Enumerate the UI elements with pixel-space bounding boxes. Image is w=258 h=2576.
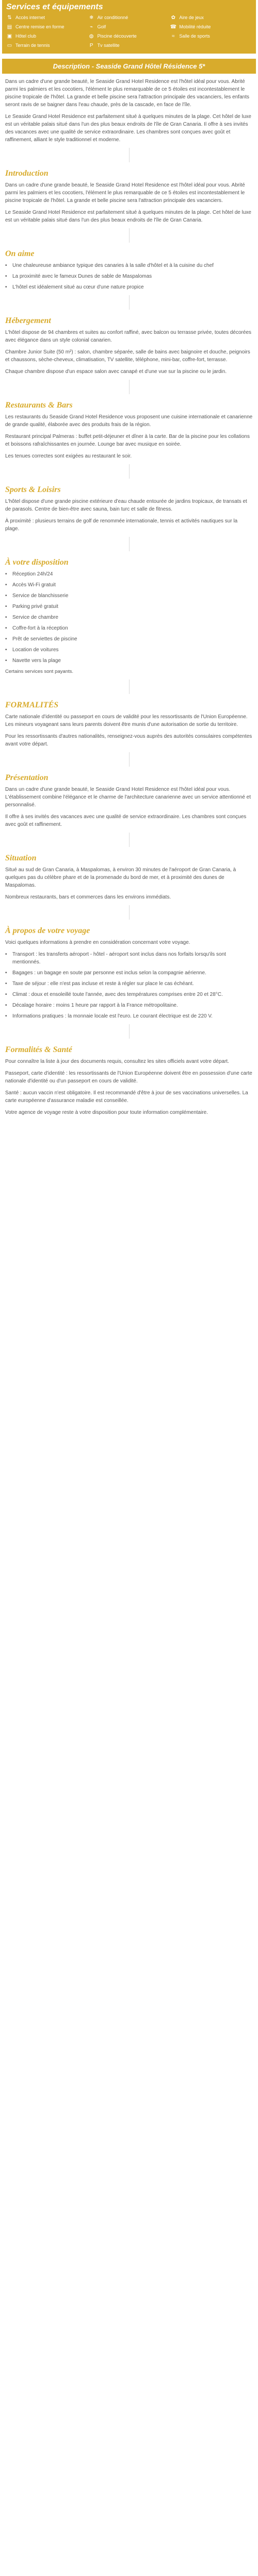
list-item-text: Service de blanchisserie [12,593,69,599]
list-item [5,570,253,578]
section-paragraph: Chambre Junior Suite (50 m²) : salon, chambre séparée, salle de bains avec baignoire et douche, peignoirs et chaussons, sèche-cheveux, climatisation, TV satellite, téléphone, mini-bar, coffre-fort, terrasse. [5,349,250,363]
bullet-icon: • [5,625,7,631]
section-divider [5,464,253,479]
list-item [5,657,253,665]
elevator-icon: ⇅ [7,15,12,21]
section-divider [5,1024,253,1039]
gate-icon: ▤ [7,24,12,30]
section [5,485,253,533]
list-item-text: Service de chambre [12,615,58,620]
service-label: Accès internet [15,15,45,20]
service-item [6,32,88,40]
list-item-text: Taxe de séjour : elle n'est pas incluse et reste à régler sur place le cas échéant. [12,981,194,987]
bullet-icon: • [5,1013,7,1019]
section [5,926,253,1020]
section [5,700,253,748]
section-paragraph: À proximité : plusieurs terrains de golf de renommée internationale, tennis et activités nautiques sur la plage. [5,518,238,532]
section-paragraph: Les tenues correctes sont exigées au restaurant le soir. [5,453,132,459]
section-divider [5,228,253,243]
list-item-text: Informations pratiques : la monnaie locale est l'euro. Le courant électrique est de 220 V. [12,1013,213,1019]
intro-paragraph: Dans un cadre d'une grande beauté, le Seaside Grand Hotel Residence est l'hôtel idéal pour vous. Abrité parmi les palmiers et les cocotiers, l'élément le plus remarquable de ce 5 étoiles est incontestablement le piscine tropicale de l'hôtel. La grande et belle piscine sera l'attraction principale des vacanciers, les enfants seront ravis de se baigner dans l'eau chaude, près de la cascade, en face de l'île. [5,79,249,108]
services-panel [2,0,256,54]
service-item [88,32,170,40]
bullet-icon: • [5,636,7,642]
section-heading: Présentation [5,773,49,782]
section-paragraph: Santé : aucun vaccin n'est obligatoire. Il est recommandé d'être à jour de ses vaccinations universelles. La carte européenne d'assurance maladie est conseillée. [5,1090,248,1104]
page-title: Description - Seaside Grand Hôtel Résidence 5* [2,59,256,74]
bullet-icon: • [5,284,7,290]
list-item [5,1012,253,1020]
pets-icon: ✿ [171,15,176,21]
bullet-icon: • [5,658,7,664]
description-body [2,78,256,1116]
wifi-icon: ⌁ [90,24,93,30]
section-paragraph: Dans un cadre d'une grande beauté, le Seaside Grand Hotel Residence est l'hôtel idéal pour vous. Abrité parmi les palmiers et les cocotiers, l'élément le plus remarquable de ce 5 étoiles est incontestablement le piscine tropicale de l'hôtel. La grande et belle piscine sera l'attraction principale des vacanciers. [5,182,245,204]
service-label: Mobilité réduite [179,24,211,29]
section-paragraph: Voici quelques informations à prendre en considération concernant votre voyage. [5,940,190,945]
list-item-text: Transport : les transferts aéroport - hôtel - aéroport sont inclus dans nos forfaits lorsqu'ils sont mentionnés. [12,952,226,965]
section-paragraph: Restaurant principal Palmeras : buffet petit-déjeuner et dîner à la carte. Bar de la piscine pour les collations et boissons rafraîchissantes en journée. Lounge bar avec musique en soirée. [5,434,250,447]
section-note: Certains services sont payants. [5,669,74,674]
cable-tv-icon: ▣ [7,33,12,39]
list-item-text: Bagages : un bagage en soute par personne est inclus selon la compagnie aérienne. [12,970,206,976]
service-item [6,23,88,31]
service-label: Air conditionné [97,15,128,20]
intro-paragraph: Le Seaside Grand Hotel Residence est parfaitement situé à quelques minutes de la plage. Cet hôtel de luxe est un véritable palais situé dans l'un des plus beaux endroits de l'île de Gran Canaria. Il offre à ses invités des vacances avec une qualité de service extraordinaire. Les chambres sont conçues avec goût et raffinement, alliant le style traditionnel et moderne. [5,114,251,143]
list-item [5,635,253,643]
list-item-text: Parking privé gratuit [12,604,58,609]
parking-icon: P [89,43,93,48]
bullet-icon: • [5,263,7,268]
bed-icon: ▭ [7,43,12,48]
list-item [5,624,253,632]
section [5,400,253,460]
section [5,853,253,901]
page [2,0,256,1124]
section [5,316,253,376]
list-item-text: Coffre-fort à la réception [12,625,68,631]
list-item [5,581,253,589]
section-divider [5,148,253,162]
list-item [5,614,253,621]
section-paragraph: Chaque chambre dispose d'un espace salon avec canapé et d'une vue sur la piscine ou le jardin. [5,369,227,375]
phone-icon: ☎ [170,24,177,30]
list-item [5,1002,253,1009]
bullet-icon: • [5,647,7,653]
section-divider [5,752,253,767]
section-paragraph: Passeport, carte d'identité : les ressortissants de l'Union Européenne doivent être en possession d'une carte nationale d'identité ou d'un passeport en cours de validité. [5,1071,252,1084]
bullet-icon: • [5,571,7,577]
service-item [88,14,170,22]
service-item [6,42,88,49]
section-divider [5,380,253,394]
section-heading: À propos de votre voyage [5,926,90,935]
list-item-text: Réception 24h/24 [12,571,53,577]
section-paragraph: Pour connaître la liste à jour des documents requis, consultez les sites officiels avant votre départ. [5,1059,229,1064]
list-item [5,603,253,611]
list-item-text: Une chaleureuse ambiance typique des canaries à la salle d'hôtel et à la cuisine du chef [12,263,214,268]
section-paragraph: Il offre à ses invités des vacances avec une qualité de service extraordinaire. Les chambres sont conçues avec goût et raffinement. [5,814,247,827]
section-heading: Hébergement [5,316,51,325]
bullet-icon: • [5,952,7,957]
list-item [5,262,253,269]
service-label: Tv satellite [97,43,120,48]
service-item [170,23,252,31]
section-paragraph: L'hôtel dispose de 94 chambres et suites au confort raffiné, avec balcon ou terrasse privée, toutes décorées avec élégance dans un style colonial canarien. [5,330,252,343]
section-paragraph: Carte nationale d'identité ou passeport en cours de validité pour les ressortissants de l'Union Européenne. Les mineurs voyageant sans leurs parents doivent être munis d'une autorisation de sortie du territoire. [5,714,248,727]
list-item [5,592,253,600]
section-divider [5,905,253,920]
list-item-text: Climat : doux et ensoleillé toute l'année, avec des températures comprises entre 20 et 28°C. [12,992,223,997]
service-label: Hôtel club [15,33,37,39]
service-item [88,23,170,31]
list-item-text: Décalage horaire : moins 1 heure par rapport à la France métropolitaine. [12,1003,178,1008]
sections [5,148,253,1116]
service-label: Piscine découverte [97,33,137,39]
section-paragraph: L'hôtel dispose d'une grande piscine extérieure d'eau chaude entourée de jardins tropicaux, de transats et de parasols. Centre de bien-être avec sauna, bain turc et salle de fitness. [5,499,247,512]
bullet-icon: • [5,274,7,279]
list-item-text: L'hôtel est idéalement situé au cœur d'une nature propice [12,284,144,290]
services-title: Services et équipements [6,3,103,11]
list-item [5,991,253,998]
section [5,249,253,291]
section-divider [5,295,253,310]
section-divider [5,537,253,551]
section [5,1045,253,1116]
intro [5,78,253,144]
bullet-icon: • [5,1003,7,1008]
service-label: Terrain de tennis [15,43,50,48]
list-item [5,273,253,280]
section-heading: Restaurants & Bars [5,401,73,410]
service-label: Golf [97,24,106,29]
section [5,168,253,224]
section [5,557,253,675]
service-item [170,14,252,22]
section-paragraph: Situé au sud de Gran Canaria, à Maspalomas, à environ 30 minutes de l'aéroport de Gran Canaria, à quelques pas du célèbre phare et de la promenade du bord de mer, et à proximité des dunes de Maspalomas. [5,867,236,888]
section-divider [5,680,253,694]
list-item-text: La proximité avec le fameux Dunes de sable de Maspalomas [12,274,152,279]
section-divider [5,833,253,847]
section [5,773,253,828]
section-heading: Sports & Loisirs [5,485,61,494]
list-item [5,283,253,291]
washing-machine-icon: ◍ [89,33,94,39]
list-item-text: Accès Wi-Fi gratuit [12,582,56,588]
service-item [170,32,252,40]
service-item [6,14,88,22]
bullet-icon: • [5,970,7,976]
list-item-text: Prêt de serviettes de piscine [12,636,77,642]
service-label: Salle de sports [179,33,210,39]
pool-icon: ≈ [172,33,175,39]
list-item [5,980,253,988]
section-paragraph: Dans un cadre d'une grande beauté, le Seaside Grand Hotel Residence est l'hôtel idéal pour vous. L'établissement combine l'élégance et le charme de l'architecture canarienne avec un service attentionné et personnalisé. [5,787,251,808]
service-label: Centre remise en forme [15,24,64,29]
air-conditioning-icon: ❄ [89,15,94,21]
section-heading: Formalités & Santé [5,1045,72,1054]
section-paragraph: Les restaurants du Seaside Grand Hotel Residence vous proposent une cuisine internationale et canarienne de grande qualité, élaborée avec des produits frais de la région. [5,414,253,428]
bullet-icon: • [5,992,7,997]
section-heading: Situation [5,854,37,862]
bullet-icon: • [5,615,7,620]
list-item [5,646,253,654]
list-item-text: Navette vers la plage [12,658,61,664]
service-label: Aire de jeux [179,15,204,20]
section-heading: On aime [5,249,35,258]
bullet-icon: • [5,582,7,588]
bullet-icon: • [5,593,7,599]
section-heading: FORMALITÉS [5,701,59,709]
service-item [88,42,170,49]
section-paragraph: Le Seaside Grand Hotel Residence est parfaitement situé à quelques minutes de la plage. Cet hôtel de luxe est un véritable palais situé dans l'un des plus beaux endroits de l'île de Gran Canaria. [5,210,251,223]
bullet-icon: • [5,604,7,609]
list-item [5,951,253,966]
list-item-text: Location de voitures [12,647,59,653]
section-paragraph: Votre agence de voyage reste à votre disposition pour toute information complémentaire. [5,1110,208,1115]
section-heading: À votre disposition [5,558,69,567]
section-heading: Introduction [5,169,49,178]
bullet-icon: • [5,981,7,987]
services-grid [6,14,252,49]
list-item [5,969,253,977]
section-paragraph: Nombreux restaurants, bars et commerces dans les environs immédiats. [5,894,171,900]
section-paragraph: Pour les ressortissants d'autres nationalités, renseignez-vous auprès des autorités consulaires compétentes avant votre départ. [5,734,252,747]
